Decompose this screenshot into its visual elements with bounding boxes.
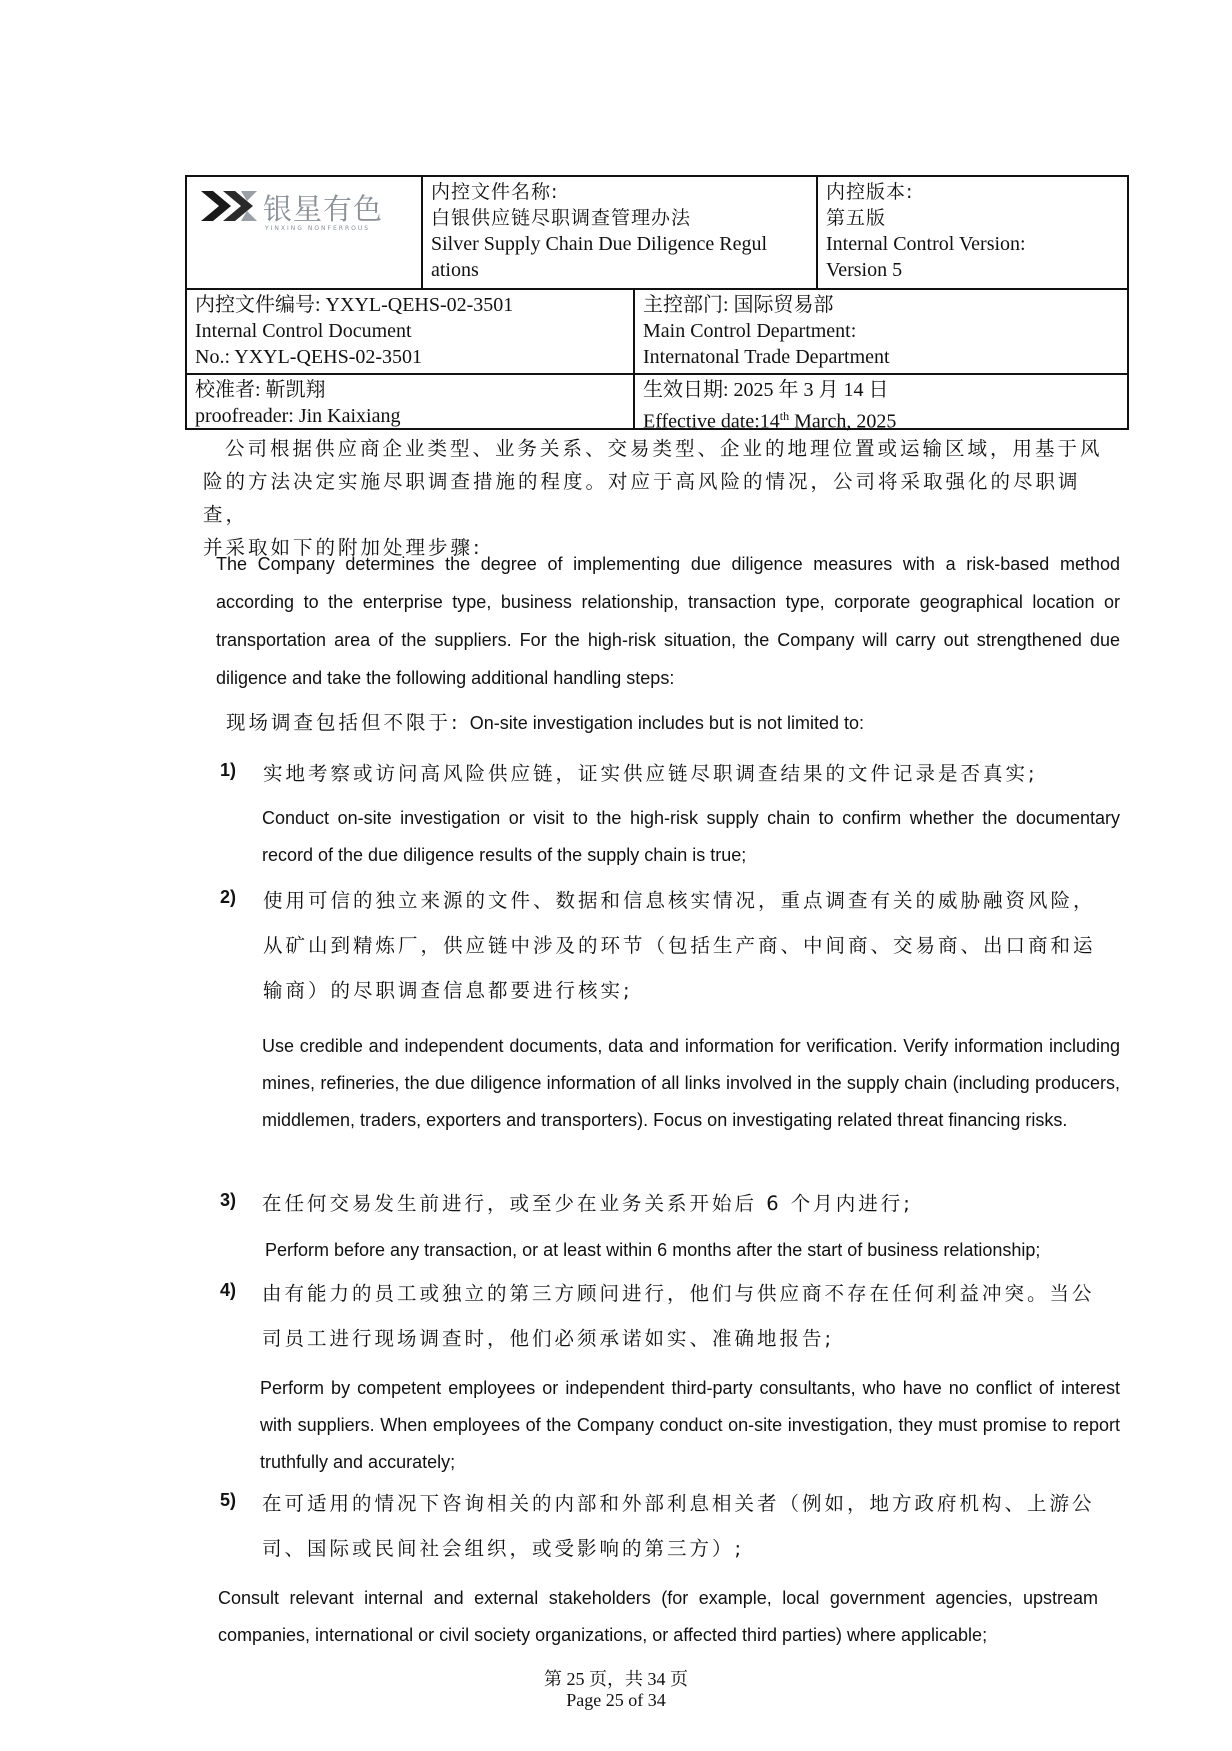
department-cell (635, 290, 1127, 372)
item-3-cn: 在任何交易发生前进行，或至少在业务关系开始后 6 个月内进行; (262, 1192, 913, 1215)
version-cn: 第五版 (826, 207, 887, 229)
effective-date-en (643, 403, 1119, 435)
item-number: 2) (220, 887, 237, 907)
doc-name-cell (423, 177, 816, 285)
item-2-cn-line-3: 输商）的尽职调查信息都要进行核实; (263, 979, 633, 1002)
control-header-table (185, 175, 1129, 433)
onsite-intro-en: On-site investigation includes but is not limited to: (469, 713, 864, 733)
department-en-2: Internatonal Trade Department (643, 346, 890, 368)
page-number-cn: 第 25 页，共 34 页 (544, 1669, 688, 1689)
version-en-label: Internal Control Version: (826, 233, 1026, 255)
item-4-cn-line-2: 司员工进行现场调查时，他们必须承诺如实、准确地报告; (262, 1327, 835, 1350)
item-number: 1) (220, 760, 237, 780)
item-number: 5) (220, 1490, 237, 1510)
item-2-en: Use credible and independent documents, data and information for verification. Verify information including mines, refineries, the due diligence information of all links involved in the supply chain (including producers, middlemen, traders, exporters and transporters). Focus on investigating related threat financing risks. (262, 1036, 1120, 1130)
effective-date-cn: 生效日期: 2025 年 3 月 14 日 (643, 379, 889, 401)
doc-number-cn: 内控文件编号: YXYL-QEHS-02-3501 (195, 294, 514, 316)
item-5-cn-line-1: 在可适用的情况下咨询相关的内部和外部利息相关者（例如，地方政府机构、上游公 (262, 1492, 1095, 1515)
page-number-en: Page 25 of 34 (566, 1690, 666, 1710)
logo-name-cn: 银星有色 (263, 192, 384, 226)
department-cn: 主控部门: 国际贸易部 (643, 294, 834, 316)
item-1-cn: 实地考察或访问高风险供应链，证实供应链尽职调查结果的文件记录是否真实; (263, 762, 1038, 785)
effective-date-en-month: March, 2025 (789, 410, 897, 433)
doc-name-cn: 白银供应链尽职调查管理办法 (431, 207, 692, 229)
doc-number-en-2: No.: YXYL-QEHS-02-3501 (195, 346, 423, 368)
item-number: 3) (220, 1190, 237, 1210)
item-3-en: Perform before any transaction, or at least within 6 months after the start of business relationship; (265, 1240, 1041, 1260)
item-4-cn (262, 1271, 1132, 1361)
effective-date-en-suffix: th (779, 409, 790, 423)
intro-paragraph-en: The Company determines the degree of implementing due diligence measures with a risk-based method according to the enterprise type, business relationship, transaction type, corporate geographical location or transportation area of the suppliers. For the high-risk situation, the Company will carry out strengthened due diligence and take the following additional handling steps: (216, 554, 1120, 688)
proofreader-cn: 校准者: 靳凯翔 (195, 379, 326, 401)
doc-name-label: 内控文件名称: (431, 181, 559, 203)
doc-number-cell (187, 290, 633, 372)
effective-date-cell (635, 375, 1127, 437)
logo-name-en: YINXING NONFERROUS (265, 225, 371, 232)
doc-number-en-1: Internal Control Document (195, 320, 412, 342)
version-label: 内控版本: (826, 181, 914, 203)
item-4-en: Perform by competent employees or independent third-party consultants, who have no conflict of interest with suppliers. When employees of the Company conduct on-site investigation, they must promise to report truthfully and accurately; (260, 1378, 1120, 1472)
doc-name-en-2: ations (431, 259, 479, 281)
item-1-en: Conduct on-site investigation or visit to the high-risk supply chain to confirm whether the documentary record of the due diligence results of the supply chain is true; (262, 808, 1120, 865)
version-cell (818, 177, 1127, 285)
item-4-cn-line-1: 由有能力的员工或独立的第三方顾问进行，他们与供应商不存在任何利益冲突。当公 (262, 1282, 1095, 1305)
item-5-en: Consult relevant internal and external stakeholders (for example, local government agencies, upstream companies, international or civil society organizations, or affected third parties) where applicable; (218, 1588, 1098, 1645)
company-logo (201, 185, 391, 233)
onsite-intro-cn: 现场调查包括但不限于: (226, 711, 470, 734)
item-number: 4) (220, 1280, 237, 1300)
intro-cn-line-1: 公司根据供应商企业类型、业务关系、交易类型、企业的地理位置或运输区域，用基于风 (225, 437, 1103, 460)
yinxing-x-logo-icon (201, 191, 257, 221)
intro-cn-line-3: 并采取如下的附加处理步骤: (203, 536, 483, 559)
department-en-1: Main Control Department: (643, 320, 857, 342)
item-5-cn-line-2: 司、国际或民间社会组织，或受影响的第三方）; (262, 1537, 745, 1560)
effective-date-en-prefix: Effective date:14 (643, 410, 780, 433)
onsite-intro-line (226, 706, 1126, 741)
item-2-cn-line-1: 使用可信的独立来源的文件、数据和信息核实情况，重点调查有关的威胁融资风险， (263, 889, 1096, 912)
intro-cn-line-2: 险的方法决定实施尽职调查措施的程度。对应于高风险的情况，公司将采取强化的尽职调查， (203, 470, 1081, 526)
item-5-cn (262, 1481, 1132, 1571)
doc-name-en-1: Silver Supply Chain Due Diligence Regul (431, 233, 768, 255)
item-2-cn (263, 878, 1133, 1013)
version-en: Version 5 (826, 259, 903, 281)
proofreader-en: proofreader: Jin Kaixiang (195, 405, 401, 427)
item-2-cn-line-2: 从矿山到精炼厂，供应链中涉及的环节（包括生产商、中间商、交易商、出口商和运 (263, 934, 1096, 957)
proofreader-cell (187, 375, 633, 431)
